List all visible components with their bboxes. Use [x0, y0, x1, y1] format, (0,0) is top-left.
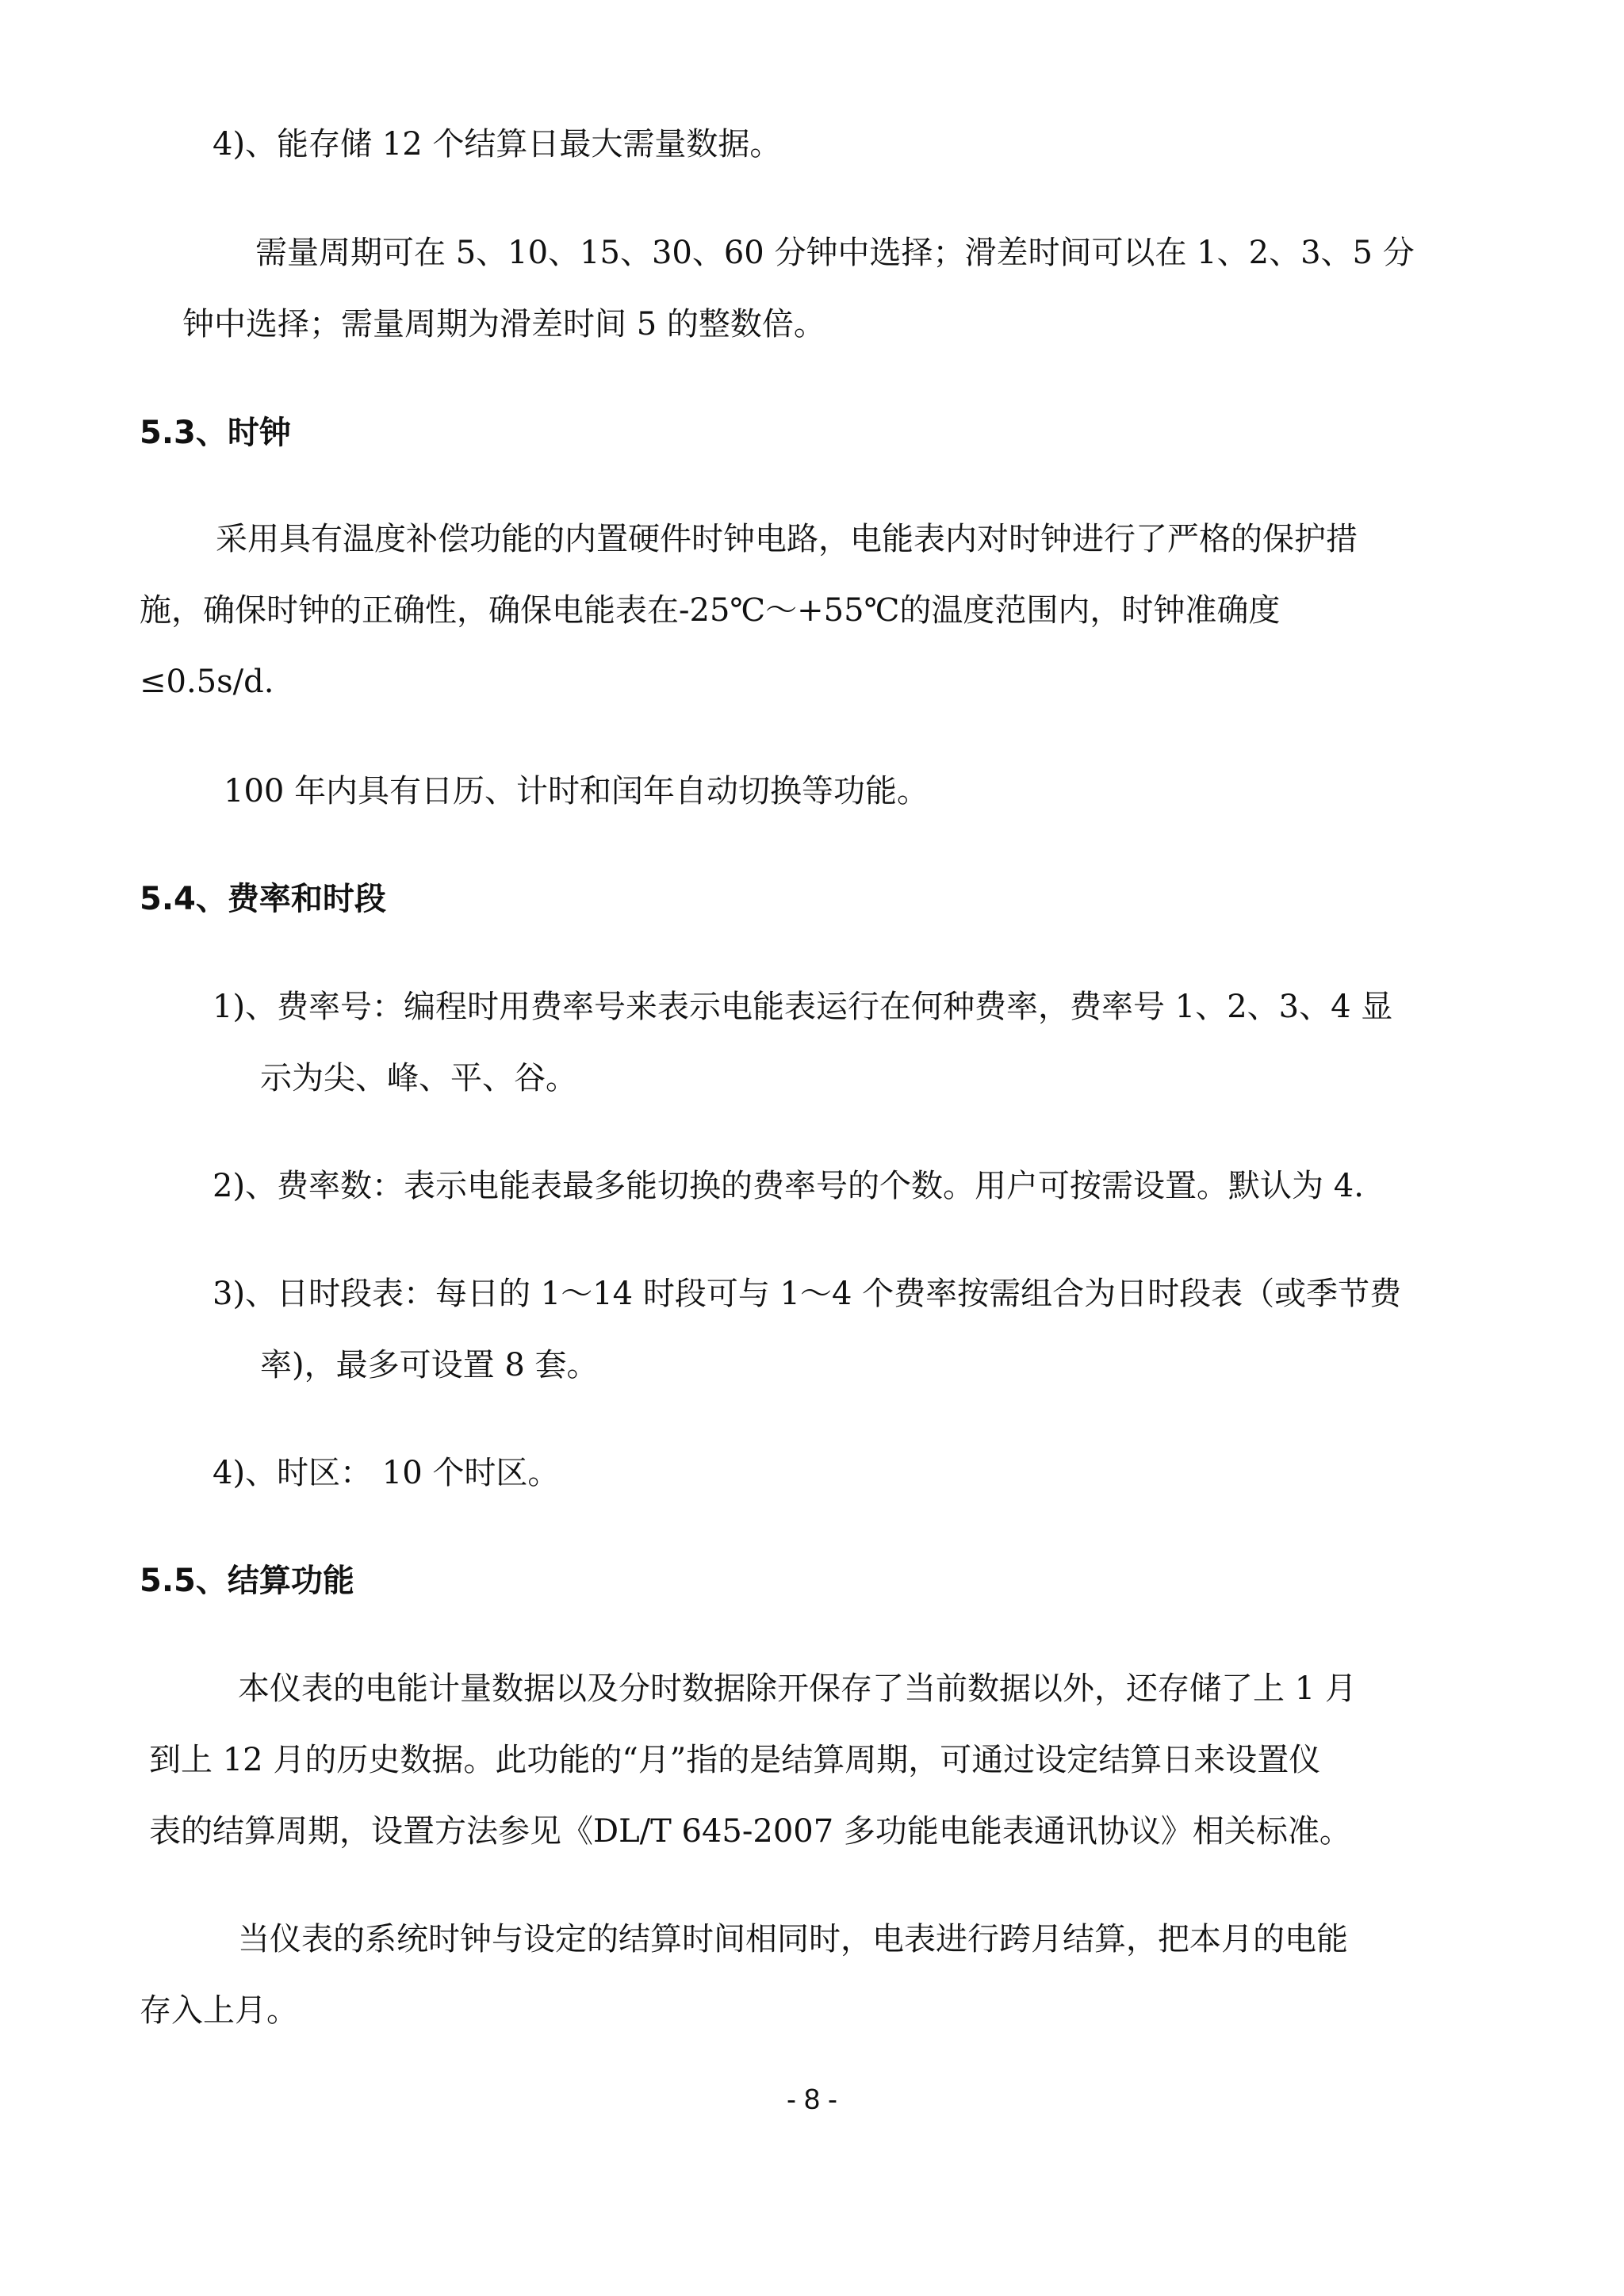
rate-item-3-line-2: 率)，最多可设置 8 套。	[260, 1347, 599, 1383]
settle-paragraph-line-2: 到上 12 月的历史数据。此功能的“月”指的是结算周期，可通过设定结算日来设置仪	[149, 1742, 1321, 1778]
settle-paragraph-2-line-2: 存入上月。	[140, 1992, 298, 2029]
settle-paragraph-line-3: 表的结算周期，设置方法参见《DL/T 645-2007 多功能电能表通讯协议》相关标准。	[149, 1813, 1351, 1850]
section-heading-5-3: 5.3、时钟	[140, 415, 291, 451]
demand-paragraph-line-1: 需量周期可在 5、10、15、30、60 分钟中选择；滑差时间可以在 1、2、3、5 分	[255, 235, 1415, 271]
settle-paragraph-2-line-1: 当仪表的系统时钟与设定的结算时间相同时，电表进行跨月结算，把本月的电能	[238, 1921, 1348, 1957]
clock-paragraph-line-2: 施，确保时钟的正确性，确保电能表在-25℃～+55℃的温度范围内，时钟准确度	[140, 592, 1281, 629]
rate-item-1-line-2: 示为尖、峰、平、谷。	[260, 1060, 577, 1096]
demand-paragraph-line-2: 钟中选择；需量周期为滑差时间 5 的整数倍。	[182, 306, 825, 342]
section-heading-5-4: 5.4、费率和时段	[140, 881, 386, 917]
settle-paragraph-line-1: 本仪表的电能计量数据以及分时数据除开保存了当前数据以外，还存储了上 1 月	[238, 1670, 1357, 1707]
clock-paragraph-line-1: 采用具有温度补偿功能的内置硬件时钟电路，电能表内对时钟进行了严格的保护措	[216, 521, 1358, 557]
rate-item-1-line-1: 1)、费率号：编程时用费率号来表示电能表运行在何种费率，费率号 1、2、3、4 显	[213, 989, 1393, 1025]
demand-item-4: 4)、能存储 12 个结算日最大需量数据。	[213, 126, 782, 163]
rate-item-4: 4)、时区： 10 个时区。	[213, 1455, 560, 1491]
page-number: - 8 -	[786, 2083, 837, 2115]
clock-paragraph-2: 100 年内具有日历、计时和闰年自动切换等功能。	[224, 773, 929, 809]
section-heading-5-5: 5.5、结算功能	[140, 1563, 354, 1599]
rate-item-2: 2)、费率数：表示电能表最多能切换的费率号的个数。用户可按需设置。默认为 4.	[213, 1168, 1364, 1204]
clock-paragraph-line-3: ≤0.5s/d.	[140, 664, 274, 700]
rate-item-3-line-1: 3)、日时段表：每日的 1～14 时段可与 1～4 个费率按需组合为日时段表（或季节费	[213, 1276, 1402, 1312]
